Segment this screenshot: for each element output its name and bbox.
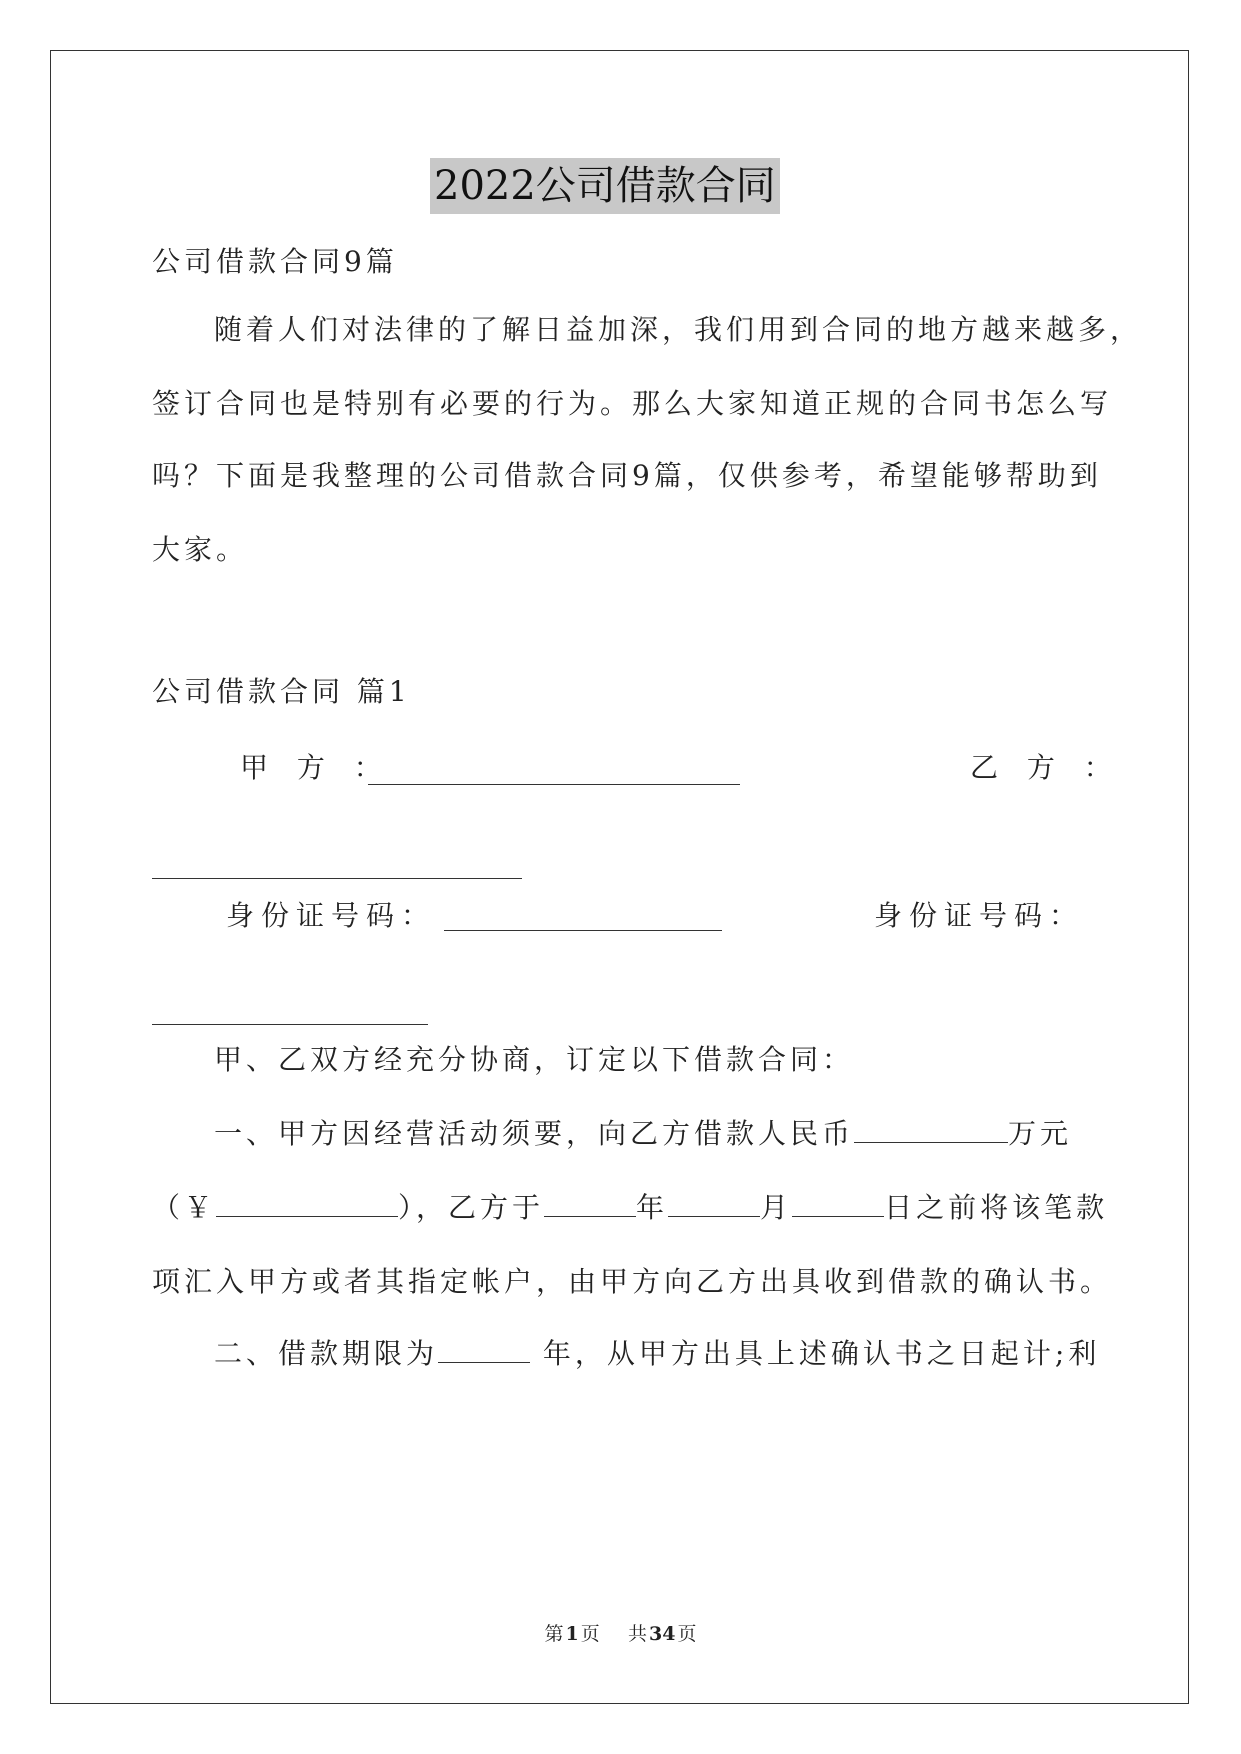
id-b-blank[interactable] xyxy=(152,1024,428,1025)
clause-1-line-1 xyxy=(214,1114,1072,1154)
clause-2-text-a: 二、借款期限为 xyxy=(214,1337,439,1370)
document-title: 2022公司借款合同 xyxy=(430,158,780,214)
footer-total-suffix: 页 xyxy=(677,1623,697,1645)
clause-1-text-b: 万元 xyxy=(1008,1117,1073,1150)
clause-1-line-3: 项汇入甲方或者其指定帐户，由甲方向乙方出具收到借款的确认书。 xyxy=(152,1265,1113,1298)
clause-1-line-2 xyxy=(152,1188,1108,1228)
footer-page-suffix: 页 xyxy=(580,1623,600,1645)
footer-page-number: 1 xyxy=(565,1623,579,1645)
footer-page-prefix: 第 xyxy=(544,1623,564,1645)
clause-1-month: 月 xyxy=(760,1191,793,1224)
clause-1-day-blank[interactable] xyxy=(792,1188,884,1217)
party-b-blank[interactable] xyxy=(152,878,522,879)
clause-1-text-d: 日之前将该笔款 xyxy=(884,1191,1109,1224)
document-subtitle: 公司借款合同9篇 xyxy=(152,245,398,278)
page-footer xyxy=(0,1621,1241,1647)
intro-line-4: 大家。 xyxy=(152,533,249,566)
agreement-line: 甲、乙双方经充分协商，订定以下借款合同： xyxy=(214,1043,855,1076)
clause-1-yen-blank[interactable] xyxy=(216,1188,398,1217)
clause-1-month-blank[interactable] xyxy=(668,1188,760,1217)
intro-line-2: 签订合同也是特别有必要的行为。那么大家知道正规的合同书怎么写 xyxy=(152,387,1113,420)
id-label-b: 身份证号码： xyxy=(874,899,1085,932)
intro-line-3: 吗？下面是我整理的公司借款合同9篇，仅供参考，希望能够帮助到 xyxy=(152,459,1102,492)
party-a-blank[interactable] xyxy=(368,784,740,785)
clause-2-line-1 xyxy=(214,1334,1100,1374)
clause-1-yen: （￥ xyxy=(152,1191,217,1224)
page-border xyxy=(50,50,1189,1704)
clause-1-year: 年 xyxy=(636,1191,669,1224)
clause-1-year-blank[interactable] xyxy=(544,1188,636,1217)
intro-line-1: 随着人们对法律的了解日益加深，我们用到合同的地方越来越多， xyxy=(214,313,1143,346)
id-a-blank[interactable] xyxy=(444,930,722,931)
clause-2-term-blank[interactable] xyxy=(438,1334,530,1363)
footer-total-pages: 34 xyxy=(648,1623,676,1645)
section-heading: 公司借款合同 篇1 xyxy=(152,675,411,708)
clause-1-text-c: ），乙方于 xyxy=(398,1191,545,1224)
clause-1-amount-blank[interactable] xyxy=(854,1114,1008,1143)
party-b-label: 乙 方 ： xyxy=(970,751,1122,784)
footer-total-prefix: 共 xyxy=(627,1623,647,1645)
clause-1-text-a: 一、甲方因经营活动须要，向乙方借款人民币 xyxy=(214,1117,855,1150)
clause-2-text-b: 年，从甲方出具上述确认书之日起计;利 xyxy=(530,1337,1101,1370)
id-label-a: 身份证号码： xyxy=(226,899,437,932)
party-a-label: 甲 方 ： xyxy=(240,751,392,784)
